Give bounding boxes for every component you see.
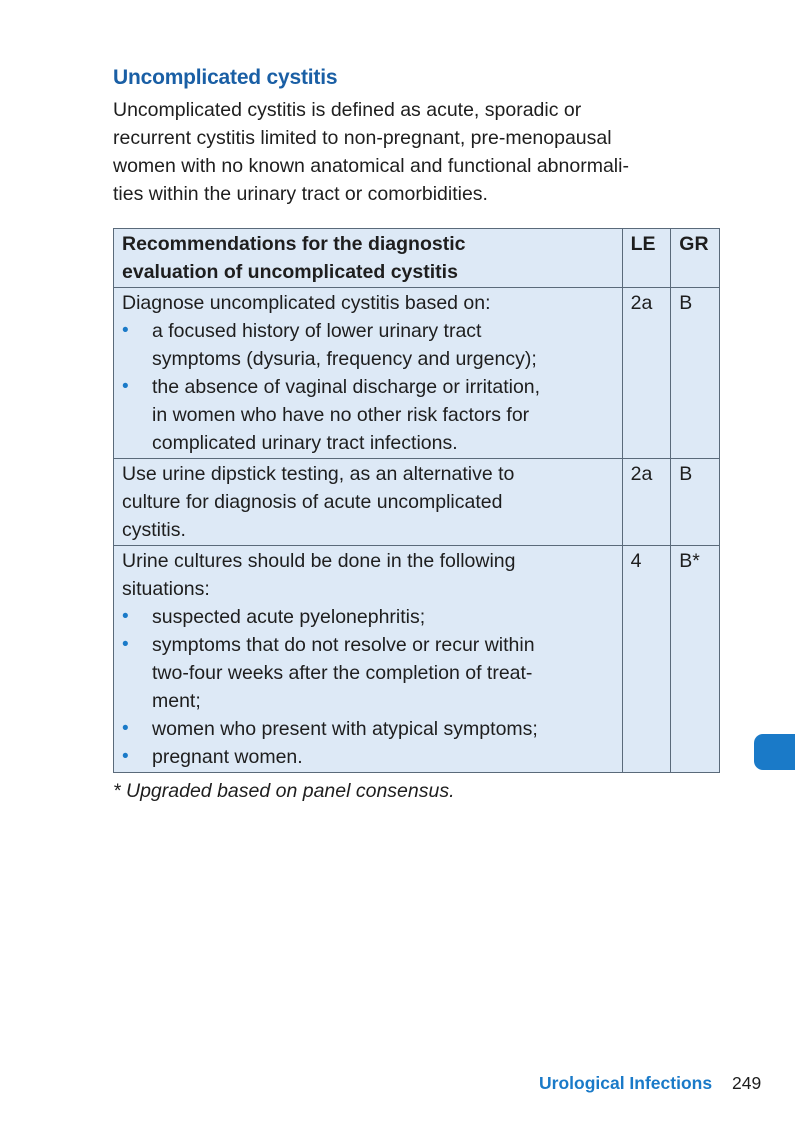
footer-chapter-title: Urological Infections bbox=[539, 1073, 713, 1093]
list-item-continuation: two-four weeks after the completion of treat- bbox=[152, 662, 533, 684]
recommendation-cell bbox=[114, 288, 623, 459]
le-cell: 4 bbox=[622, 546, 671, 773]
list-item: • the absence of vaginal discharge or irritation, bbox=[122, 373, 616, 401]
recommendation-text: cystitis. bbox=[122, 519, 186, 541]
list-item-continuation: ment; bbox=[152, 690, 201, 712]
list-item: • suspected acute pyelonephritis; bbox=[122, 603, 616, 631]
recommendation-text: Use urine dipstick testing, as an alternative to bbox=[122, 463, 515, 485]
header-line: Recommendations for the diagnostic bbox=[122, 233, 466, 255]
list-item-continuation: complicated urinary tract infections. bbox=[152, 432, 458, 454]
intro-line: women with no known anatomical and functional abnormali- bbox=[113, 155, 629, 177]
table-row bbox=[114, 546, 720, 773]
list-item-continuation: symptoms (dysuria, frequency and urgency); bbox=[152, 348, 537, 370]
recommendation-cell bbox=[114, 459, 623, 546]
header-le: LE bbox=[622, 229, 671, 288]
intro-line: Uncomplicated cystitis is defined as acute, sporadic or bbox=[113, 99, 582, 121]
gr-cell: B bbox=[671, 459, 720, 546]
list-item: • symptoms that do not resolve or recur within bbox=[122, 631, 616, 659]
header-gr: GR bbox=[671, 229, 720, 288]
list-item: • women who present with atypical symptoms; bbox=[122, 715, 616, 743]
bullet-icon: • bbox=[122, 320, 129, 341]
bullet-icon: • bbox=[122, 376, 129, 397]
le-cell: 2a bbox=[622, 459, 671, 546]
bullet-icon: • bbox=[122, 606, 129, 627]
intro-line: recurrent cystitis limited to non-pregnant, pre-menopausal bbox=[113, 127, 612, 149]
page-number: 249 bbox=[732, 1073, 762, 1093]
gr-cell: B* bbox=[671, 546, 720, 773]
table-header-row bbox=[114, 229, 720, 288]
list-item-continuation: in women who have no other risk factors for bbox=[152, 404, 530, 426]
recommendation-cell bbox=[114, 546, 623, 773]
recommendation-text: culture for diagnosis of acute uncomplicated bbox=[122, 491, 503, 513]
intro-paragraph bbox=[113, 96, 723, 208]
header-line: evaluation of uncomplicated cystitis bbox=[122, 261, 458, 283]
recommendation-text: situations: bbox=[122, 578, 210, 600]
recommendations-table bbox=[113, 228, 720, 773]
chapter-side-tab bbox=[754, 734, 795, 770]
recommendation-text: Urine cultures should be done in the following bbox=[122, 550, 516, 572]
recommendation-text: Diagnose uncomplicated cystitis based on: bbox=[122, 292, 491, 314]
section-title: Uncomplicated cystitis bbox=[113, 66, 338, 89]
list-item: • pregnant women. bbox=[122, 743, 616, 771]
intro-line: ties within the urinary tract or comorbidities. bbox=[113, 183, 488, 205]
table-row bbox=[114, 288, 720, 459]
bullet-icon: • bbox=[122, 634, 129, 655]
list-item: • a focused history of lower urinary tract bbox=[122, 317, 616, 345]
le-cell: 2a bbox=[622, 288, 671, 459]
bullet-icon: • bbox=[122, 718, 129, 739]
header-recommendation bbox=[114, 229, 623, 288]
gr-cell: B bbox=[671, 288, 720, 459]
footnote: * Upgraded based on panel consensus. bbox=[113, 780, 455, 802]
bullet-icon: • bbox=[122, 746, 129, 767]
table-row bbox=[114, 459, 720, 546]
